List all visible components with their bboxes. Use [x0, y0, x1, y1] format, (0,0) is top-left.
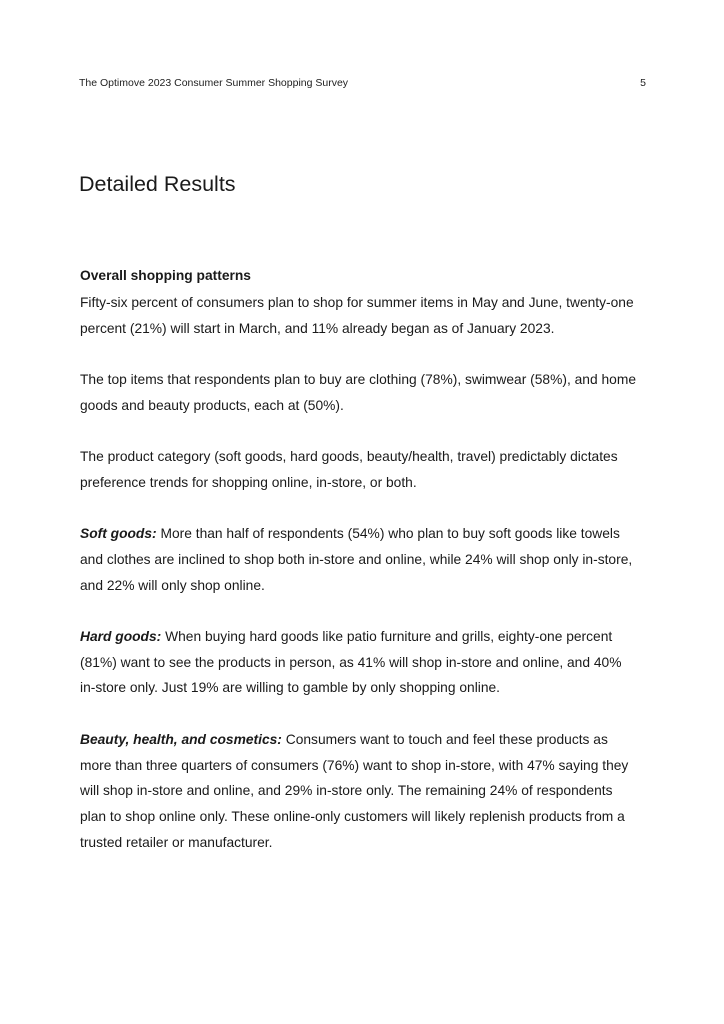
beauty-text: Consumers want to touch and feel these products as more than three quarters of consumers (76%) want to shop in-store, with 47% saying they will shop in-store and online, and 29% in-store only. The remaining 24% of respondents plan to shop online only. These online-only customers will likely replenish products from a trusted retailer or manufacturer.: [80, 731, 629, 850]
document-title: The Optimove 2023 Consumer Summer Shopping Survey: [79, 77, 349, 89]
running-header: [79, 77, 646, 89]
paragraph-beauty: [80, 727, 640, 856]
paragraph-top-items: The top items that respondents plan to buy are clothing (78%), swimwear (58%), and home goods and beauty products, each at (50%).: [80, 372, 636, 413]
hard-goods-lead: Hard goods:: [80, 629, 162, 645]
page-number: 5: [640, 77, 646, 89]
hard-goods-text: When buying hard goods like patio furniture and grills, eighty-one percent (81%) want to see the products in person, as 41% will shop in-store and online, and 40% in-store only. Just 19% are willing to gamble by only shopping online.: [80, 629, 622, 696]
section-heading: Overall shopping patterns: [80, 268, 251, 283]
paragraph-product-category: The product category (soft goods, hard goods, beauty/health, travel) predictably dictates preference trends for shopping online, in-store, or both.: [80, 449, 618, 490]
beauty-lead: Beauty, health, and cosmetics:: [80, 731, 282, 747]
paragraph-hard-goods: [80, 624, 640, 701]
body-content: [80, 265, 640, 881]
paragraph-soft-goods: [80, 521, 640, 598]
soft-goods-text: More than half of respondents (54%) who plan to buy soft goods like towels and clothes are inclined to shop both in-store and online, while 24% will shop only in-store, and 22% will only shop online.: [80, 526, 633, 593]
soft-goods-lead: Soft goods:: [80, 526, 157, 542]
paragraph-timing: Fifty-six percent of consumers plan to shop for summer items in May and June, twenty-one percent (21%) will start in March, and 11% already began as of January 2023.: [80, 295, 634, 336]
page-title: Detailed Results: [79, 172, 236, 196]
